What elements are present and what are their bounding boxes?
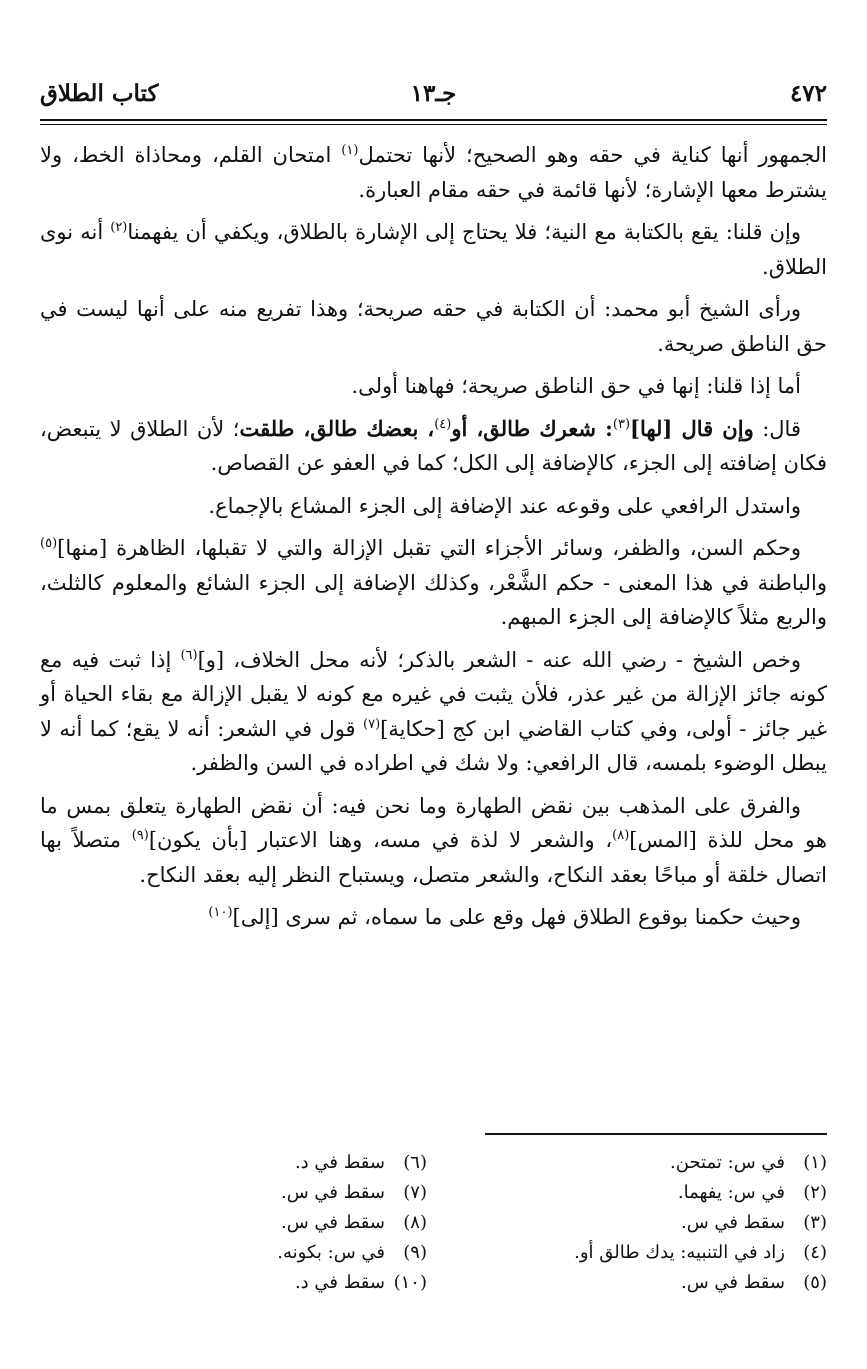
footnote-item <box>447 1178 827 1208</box>
paragraph: وحكم السن، والظفر، وسائر الأجزاء التي تقبل الإزالة والتي لا تقبلها، الظاهرة [منها]$^{(٥)}$ والباطنة في هذا المعنى - حكم الشَّعْر، وكذلك الإضافة إلى الجزء الشائع والمعلوم كالثلث، والربع مثلاً كالإضافة إلى الجزء المبهم. <box>40 536 827 629</box>
footnote-item <box>47 1208 427 1238</box>
footnote-ref: (٩) <box>131 828 149 843</box>
footnote-column-left <box>47 1148 427 1298</box>
footnote-number: (١٠) <box>393 1272 427 1293</box>
footnote-ref: (٥) <box>40 536 58 551</box>
footnote-item <box>447 1148 827 1178</box>
footnote-item <box>447 1208 827 1238</box>
footnote-item <box>47 1268 427 1298</box>
footnote-number: (٦) <box>403 1152 427 1173</box>
footnote-text: سقط في س. <box>280 1182 385 1203</box>
footnote-item <box>447 1238 827 1268</box>
footnote-ref: (٦) <box>180 647 198 663</box>
footnote-number: (٥) <box>803 1272 827 1293</box>
footnote-column-right <box>447 1148 827 1298</box>
header-rule-thin <box>40 124 827 125</box>
footnote-text: سقط في س. <box>680 1212 785 1233</box>
footnote-number: (٣) <box>803 1212 827 1233</box>
footnote-text: في س: بكونه. <box>277 1242 385 1263</box>
footnote-ref: (٤) <box>434 416 452 432</box>
paragraph: وإن قلنا: يقع بالكتابة مع النية؛ فلا يحتاج إلى الإشارة بالطلاق، ويكفي أن يفهمنا$^{(٢)}$ أنه نوى الطلاق. <box>40 220 827 279</box>
paragraph: ورأى الشيخ أبو محمد: أن الكتابة في حقه صريحة؛ وهذا تفريع منه على أنها ليست في حق الناطق صريحة. <box>40 297 827 356</box>
footnote-number: (٤) <box>803 1242 827 1263</box>
footnote-ref: (١٠) <box>208 905 233 920</box>
footnote-ref: (٣) <box>612 416 631 432</box>
footnote-separator <box>485 1133 827 1135</box>
header-rule-thick <box>40 119 827 121</box>
paragraph: وخص الشيخ - رضي الله عنه - الشعر بالذكر؛ لأنه محل الخلاف، [و]$^{(٦)}$ إذا ثبت فيه مع كونه جائز الإزالة من غير عذر، فلأن يثبت في غيره مع كونه لا يقبل الإزالة مع بقاء الحياة أو غير جائز - أولى، وفي كتاب القاضي ابن كج [حكاية]$^{(٧)}$ قول في الشعر: أنه لا يقع؛ كما أنه لا يبطل الوضوء بلمسه، قال الرافعي: ولا شك في اطراده في السن والظفر. <box>40 647 827 775</box>
footnote-text: سقط في س. <box>680 1272 785 1293</box>
footnote-item <box>47 1148 427 1178</box>
matn-text: ، بعضك طالق، طلقت <box>239 415 435 441</box>
footnote-text: زاد في التنبيه: يدك طالق أو. <box>574 1242 785 1263</box>
page-header <box>40 80 827 116</box>
footnote-item <box>47 1238 427 1268</box>
paragraph: وحيث حكمنا بوقوع الطلاق فهل وقع على ما سماه، ثم سرى [إلى]$^{(١٠)}$ <box>208 905 801 929</box>
footnote-number: (٨) <box>403 1212 427 1233</box>
footnote-number: (٩) <box>403 1242 427 1263</box>
page-number: ٤٧٢ <box>789 80 827 107</box>
footnote-text: في س: يفهما. <box>677 1182 785 1203</box>
footnote-ref: (٧) <box>363 716 381 732</box>
footnote-number: (٢) <box>803 1182 827 1203</box>
footnote-ref: (٢) <box>110 220 128 235</box>
paragraph: الجمهور أنها كناية في حقه وهو الصحيح؛ لأنها تحتمل$^{(١)}$ امتحان القلم، ومحاذاة الخط، ولا يشترط معها الإشارة؛ لأنها قائمة في حقه مقام العبارة. <box>40 143 827 202</box>
footnotes <box>40 1148 827 1308</box>
paragraph: والفرق على المذهب بين نقض الطهارة وما نحن فيه: أن نقض الطهارة يتعلق بمس ما هو محل للذة [المس]$^{(٨)}$، والشعر لا لذة في مسه، وهنا الاعتبار [بأن يكون]$^{(٩)}$ متصلاً بها اتصال خلقة أو مباحًا بعقد النكاح، والشعر متصل، ويستباح النظر إليه بعقد النكاح. <box>40 793 827 887</box>
footnote-text: سقط في س. <box>280 1212 385 1233</box>
paragraph: واستدل الرافعي على وقوعه عند الإضافة إلى الجزء المشاع بالإجماع. <box>208 493 801 518</box>
matn-text: : شعرك طالق، أو <box>451 415 613 441</box>
main-text <box>40 138 827 943</box>
footnote-item <box>47 1178 427 1208</box>
footnote-ref: (١) <box>341 143 359 158</box>
volume-label: جـ١٣ <box>410 80 457 107</box>
footnote-item <box>447 1268 827 1298</box>
footnote-number: (٧) <box>403 1182 427 1203</box>
paragraph: قال: وإن قال [لها]$^{(٣)}$: شعرك طالق، أو$^{(٤)}$، بعضك طالق، طلقت؛ لأن الطلاق لا يتبعض، فكان إضافته إلى الجزء، كالإضافة إلى الكل؛ كما في العفو عن القصاص. <box>40 415 827 475</box>
book-title: كتاب الطلاق <box>40 80 159 107</box>
footnote-text: سقط في د. <box>294 1152 385 1173</box>
footnote-ref: (٨) <box>612 828 630 843</box>
footnote-number: (١) <box>803 1152 827 1173</box>
paragraph: أما إذا قلنا: إنها في حق الناطق صريحة؛ فهاهنا أولى. <box>351 374 801 398</box>
matn-text: وإن قال [لها] <box>630 415 754 441</box>
footnote-text: سقط في د. <box>294 1272 385 1293</box>
footnote-text: في س: تمتحن. <box>670 1152 785 1173</box>
